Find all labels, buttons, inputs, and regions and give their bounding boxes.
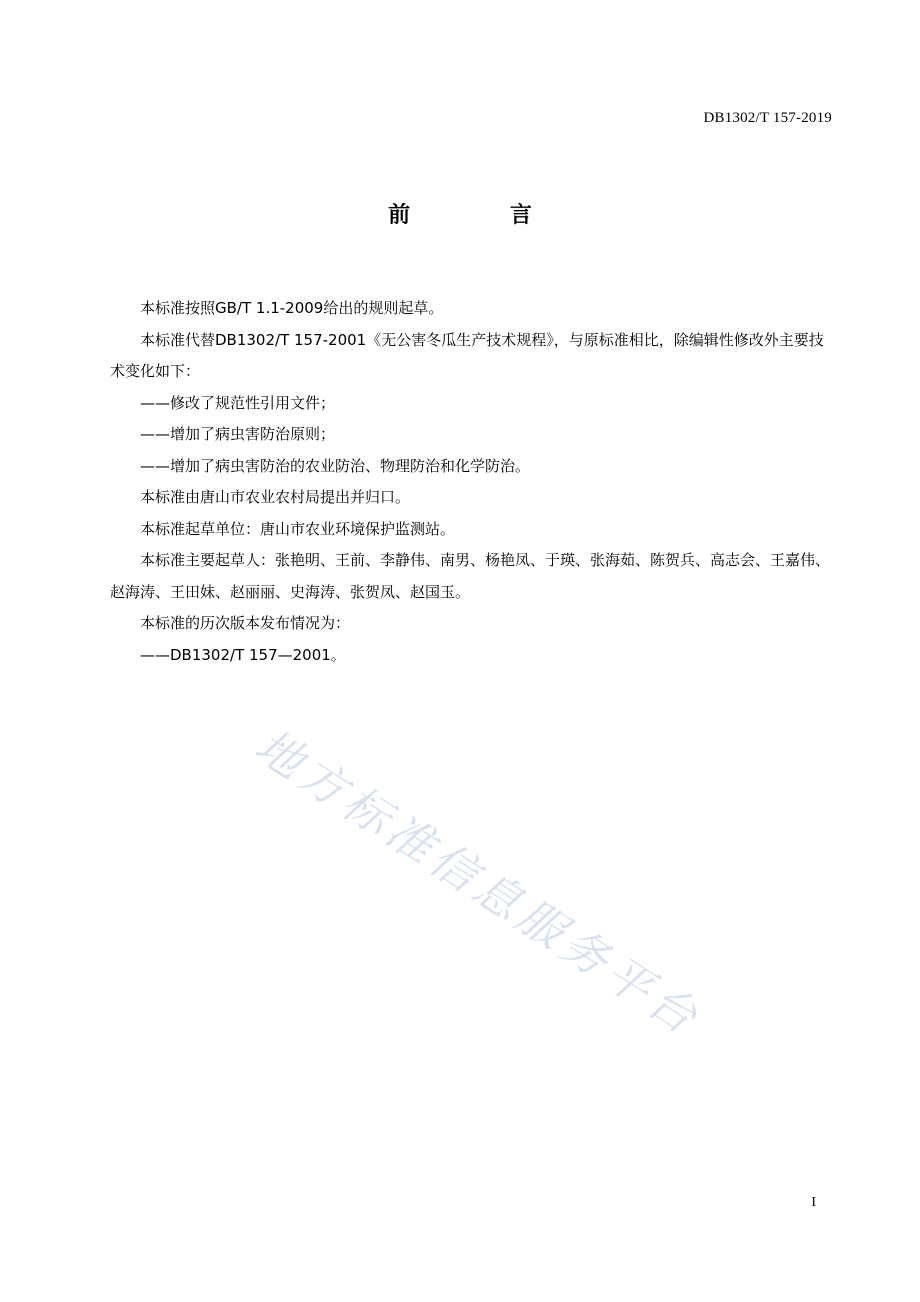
page-title: 前 言 (388, 203, 578, 228)
paragraph-proposer: 本标准由唐山市农业农村局提出并归口。 (140, 488, 411, 506)
watermark: 地方标准信息服务平台 (245, 718, 712, 1047)
document-code: DB1302/T 157-2019 (703, 110, 832, 126)
paragraph-replacement: 本标准代替DB1302/T 157-2001《无公害冬瓜生产技术规程》，与原标准相比，除编辑性修改外主要技术变化如下： (110, 330, 824, 380)
version-item: ——DB1302/T 157—2001。 (140, 645, 346, 664)
paragraph-drafting-unit: 本标准起草单位：唐山市农业环境保护监测站。 (140, 519, 456, 538)
page-number: I (811, 1195, 816, 1210)
paragraph-version-history: 本标准的历次版本发布情况为： (140, 614, 351, 632)
change-item-methods: ——增加了病虫害防治的农业防治、物理防治和化学防治。 (140, 456, 531, 475)
change-item-references: ——修改了规范性引用文件； (140, 393, 336, 412)
foreword-body (110, 293, 832, 671)
change-item-principles: ——增加了病虫害防治原则； (140, 425, 336, 443)
paragraph-drafters: 本标准主要起草人：张艳明、王前、李静伟、南男、杨艳凤、于瑛、张海茹、陈贺兵、高志会、王嘉伟、赵海涛、王田妹、赵丽丽、史海涛、张贺凤、赵国玉。 (110, 551, 831, 601)
paragraph-drafting-rules: 本标准按照GB/T 1.1-2009给出的规则起草。 (140, 299, 444, 317)
